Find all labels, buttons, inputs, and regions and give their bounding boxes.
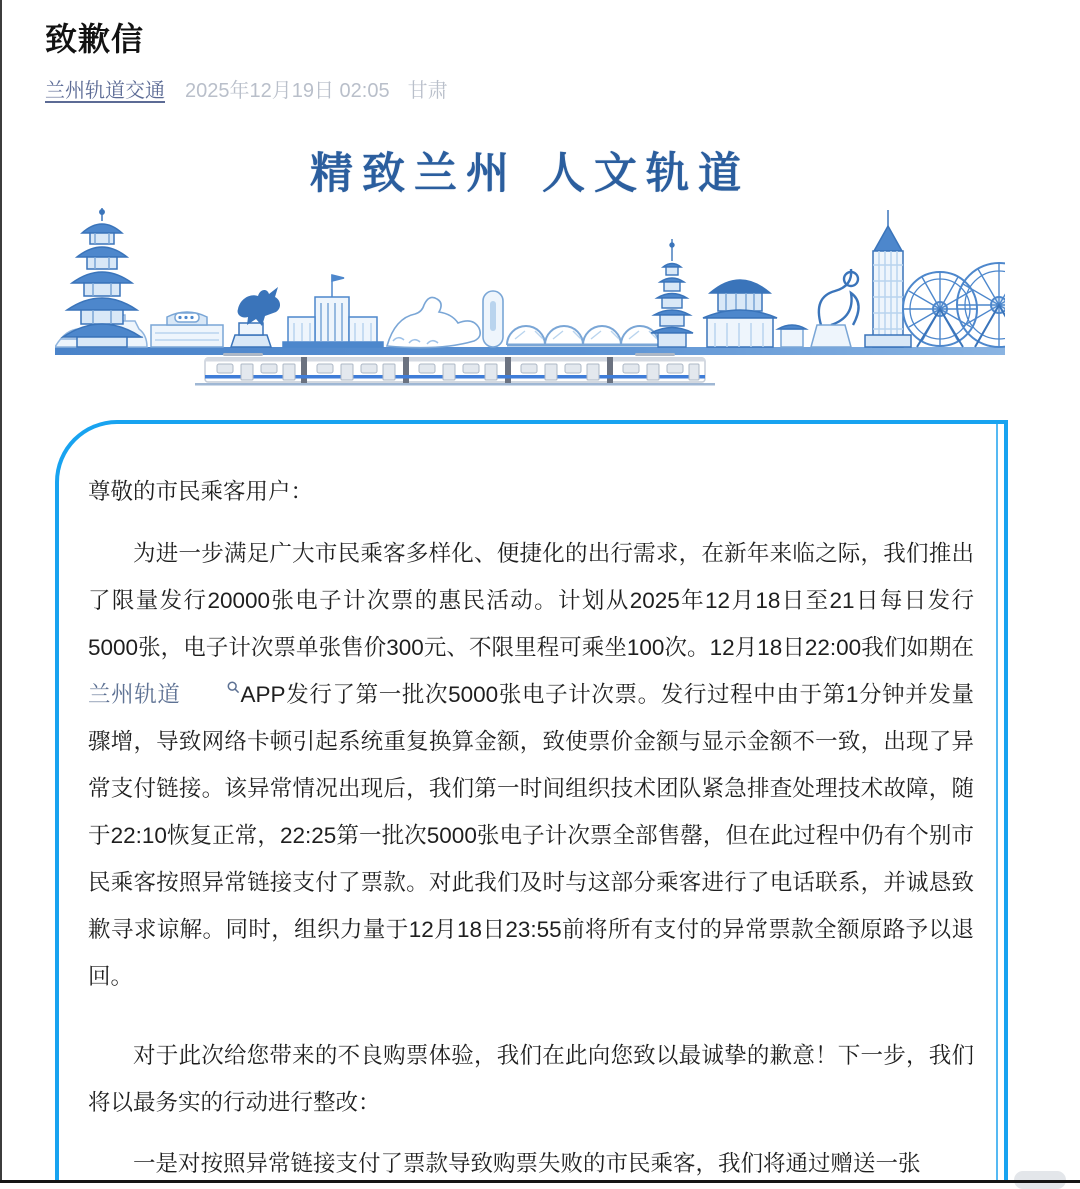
search-icon[interactable] bbox=[182, 681, 240, 694]
publish-date: 2025年12月19日 02:05 bbox=[185, 80, 390, 103]
city-skyline-illustration bbox=[55, 205, 1005, 395]
article-meta bbox=[45, 74, 1080, 103]
round-top-tower bbox=[483, 291, 503, 347]
letter-paragraph-3: 一是对按照异常链接支付了票款导致购票失败的市民乘客，我们将通过赠送一张 bbox=[133, 1151, 921, 1176]
source-link[interactable]: 兰州轨道交通 bbox=[45, 80, 165, 103]
white-pagoda bbox=[651, 239, 693, 347]
flying-horse-statue bbox=[231, 287, 280, 347]
lanzhou-rail-link[interactable]: 兰州轨道 bbox=[88, 682, 181, 707]
banner-illustration bbox=[55, 151, 1005, 394]
government-building bbox=[283, 275, 383, 347]
ribbon-sculpture bbox=[811, 269, 859, 347]
paragraph-1-text-after-link: APP发行了第一批次5000张电子计次票。发行过程中由于第1分钟并发量骤增，导致网络卡顿引起系统重复换算金额，致使票价金额与显示金额不一致，出现了异常支付链接。该异常情况出现后，我们第一时间组织技术团队紧急排查处理技术故障，随于22:10恢复正常，22:25第一批次5000张电子计次票全部售罄，但在此过程中仍有个别市民乘客按照异常链接支付了票款。对此我们及时与这部分乘客进行了电话联系，并诚恳致歉寻求谅解。同时，组织力量于12月18日23:55前将所有支付的异常票款全额原路予以退回。 bbox=[88, 682, 974, 989]
iron-bridge bbox=[507, 326, 659, 345]
letter-body bbox=[59, 424, 1004, 1183]
paragraph-1-text-before-link: 为进一步满足广大市民乘客多样化、便捷化的出行需求，在新年来临之际，我们推出了限量发行20000张电子计次票的惠民活动。计划从2025年12月18日至21日每日发行5000张，电子计次票单张售价300元、不限里程可乘坐100次。12月18日22:00我们如期在 bbox=[88, 541, 974, 660]
apology-letter-card bbox=[55, 420, 1008, 1183]
metro-train bbox=[195, 353, 715, 386]
letter-paragraph-2: 对于此次给您带来的不良购票体验，我们在此向您致以最诚挚的歉意！下一步，我们将以最务实的行动进行整改： bbox=[88, 1043, 974, 1115]
banner-slogan: 精致兰州 人文轨道 bbox=[310, 149, 750, 200]
skyscraper bbox=[865, 210, 911, 347]
mother-river-sculpture bbox=[387, 297, 480, 347]
water-wheels bbox=[903, 263, 1005, 347]
temple-complex bbox=[703, 280, 806, 347]
letter-salutation: 尊敬的市民乘客用户： bbox=[88, 479, 314, 504]
publish-location: 甘肃 bbox=[407, 80, 448, 103]
article-header bbox=[0, 0, 1080, 103]
page-left-edge bbox=[0, 0, 2, 1183]
page-title: 致歉信 bbox=[45, 21, 145, 57]
station-building bbox=[151, 312, 223, 347]
letter-paragraph-1 bbox=[88, 530, 974, 1000]
skyline-baseline bbox=[55, 347, 1005, 355]
